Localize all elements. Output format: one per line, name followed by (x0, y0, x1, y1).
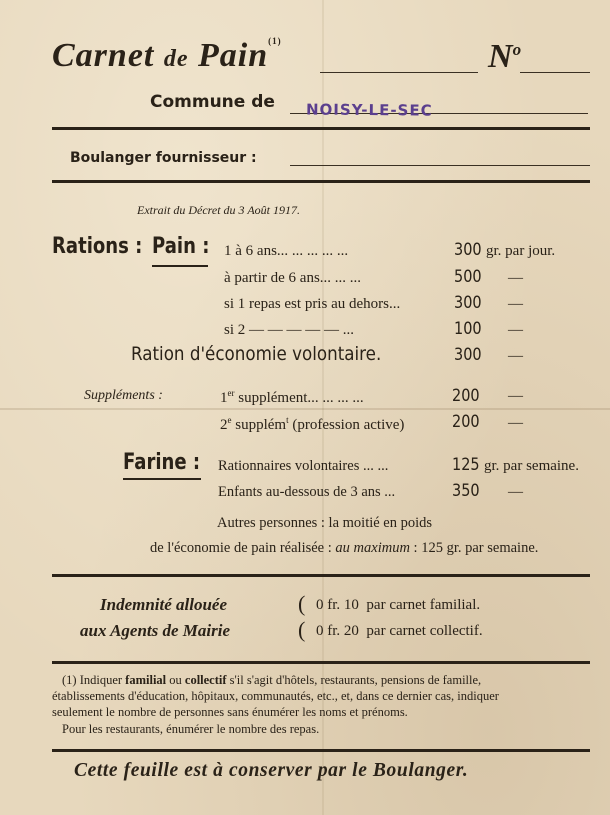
indemnite-amount-2: 0 fr. 20 par carnet collectif. (316, 623, 483, 639)
footnote-line-2: établissements d'éducation, hôpitaux, communautés, etc., et, dans ce dernier cas, indiquer (52, 689, 499, 703)
pain-heading: Pain : (152, 234, 210, 259)
farine-row-1-label: Rationnaires volontaires ... ... (218, 458, 389, 474)
footnote-line-3: seulement le nombre de personnes sans énumérer les noms et prénoms. (52, 705, 408, 719)
farine-row-2-label: Enfants au-dessous de 3 ans ... (218, 484, 396, 500)
brace-top: ( (298, 591, 306, 616)
ration-row-4-label: si 2 — — — — — ... (224, 322, 355, 338)
farine-row-2-value: 350 (452, 481, 480, 501)
pain-underline (152, 265, 208, 267)
commune-label: Commune de (150, 92, 275, 112)
number-label: $N^o$ (488, 38, 522, 75)
indemnite-line-1: Indemnité allouée (100, 595, 228, 614)
title-footnote-marker: (1) (268, 36, 282, 46)
footnote-line-4: Pour les restaurants, énumérer le nombre des repas. (62, 722, 320, 736)
ration-row-1-label: 1 à 6 ans... ... ... ... ... (224, 243, 349, 259)
document-title: Carnet de Pain$^{(1)}$ (52, 36, 282, 74)
ration-row-1-unit: gr. par jour. (486, 243, 556, 259)
farine-row-1-unit: gr. par semaine. (484, 458, 579, 474)
farine-autres-line-1: Autres personnes : la moitié en poids (217, 515, 433, 531)
commune-stamp: NOISY-LE-SEC (305, 100, 433, 120)
boulanger-field[interactable] (290, 165, 590, 166)
divider-1 (52, 127, 590, 130)
ration-row-2-label: à partir de 6 ans... ... ... (224, 270, 362, 286)
ration-row-4-unit: — (508, 322, 523, 338)
ration-row-2-value: 500 (454, 267, 482, 287)
ration-row-2-unit: — (508, 270, 523, 286)
ration-economie-unit: — (508, 348, 523, 364)
divider-3 (52, 574, 590, 577)
ration-economie-label: Ration d'économie volontaire. (131, 343, 382, 365)
boulanger-label: Boulanger fournisseur : (70, 150, 257, 166)
title-fill-line (320, 72, 478, 73)
indemnite-line-2: aux Agents de Mairie (80, 621, 231, 640)
fold-crease-horizontal (0, 408, 610, 410)
footnote-line-1: (1) Indiquer familial ou collectif s'il s'agit d'hôtels, restaurants, pensions de famille, (62, 673, 482, 687)
indemnite-amount-1: 0 fr. 10 par carnet familial. (316, 597, 481, 613)
brace-bottom: ( (298, 617, 306, 642)
supplement-row-2-value: 200 (452, 412, 480, 432)
farine-underline (123, 478, 201, 480)
divider-2 (52, 180, 590, 183)
divider-4 (52, 661, 590, 664)
supplement-row-1-value: 200 (452, 386, 480, 406)
supplement-row-1-label: 1er supplément... ... ... ... (220, 388, 364, 406)
decree-reference: Extrait du Décret du 3 Août 1917. (137, 203, 300, 217)
ration-economie-value: 300 (454, 345, 482, 365)
ration-row-1-value: 300 (454, 240, 482, 260)
supplement-row-2-label: 2e supplém$^t$ (profession active) (220, 415, 405, 433)
farine-heading: Farine : (123, 450, 201, 475)
farine-row-2-unit: — (508, 484, 523, 500)
closing-note: Cette feuille est à conserver par le Boulanger. (74, 760, 469, 781)
farine-autres-line-2: de l'économie de pain réalisée : au maximum : 125 gr. par semaine. (150, 540, 539, 556)
supplement-row-1-unit: — (508, 388, 523, 404)
farine-row-1-value: 125 (452, 455, 480, 475)
rations-heading: Rations : (52, 234, 143, 259)
ration-row-3-label: si 1 repas est pris au dehors... (224, 296, 401, 312)
number-field[interactable] (520, 72, 590, 73)
divider-5 (52, 749, 590, 752)
ration-row-3-unit: — (508, 296, 523, 312)
ration-row-4-value: 100 (454, 319, 482, 339)
supplement-row-2-unit: — (508, 415, 523, 431)
ration-row-3-value: 300 (454, 293, 482, 313)
supplements-heading: Suppléments : (84, 388, 163, 403)
